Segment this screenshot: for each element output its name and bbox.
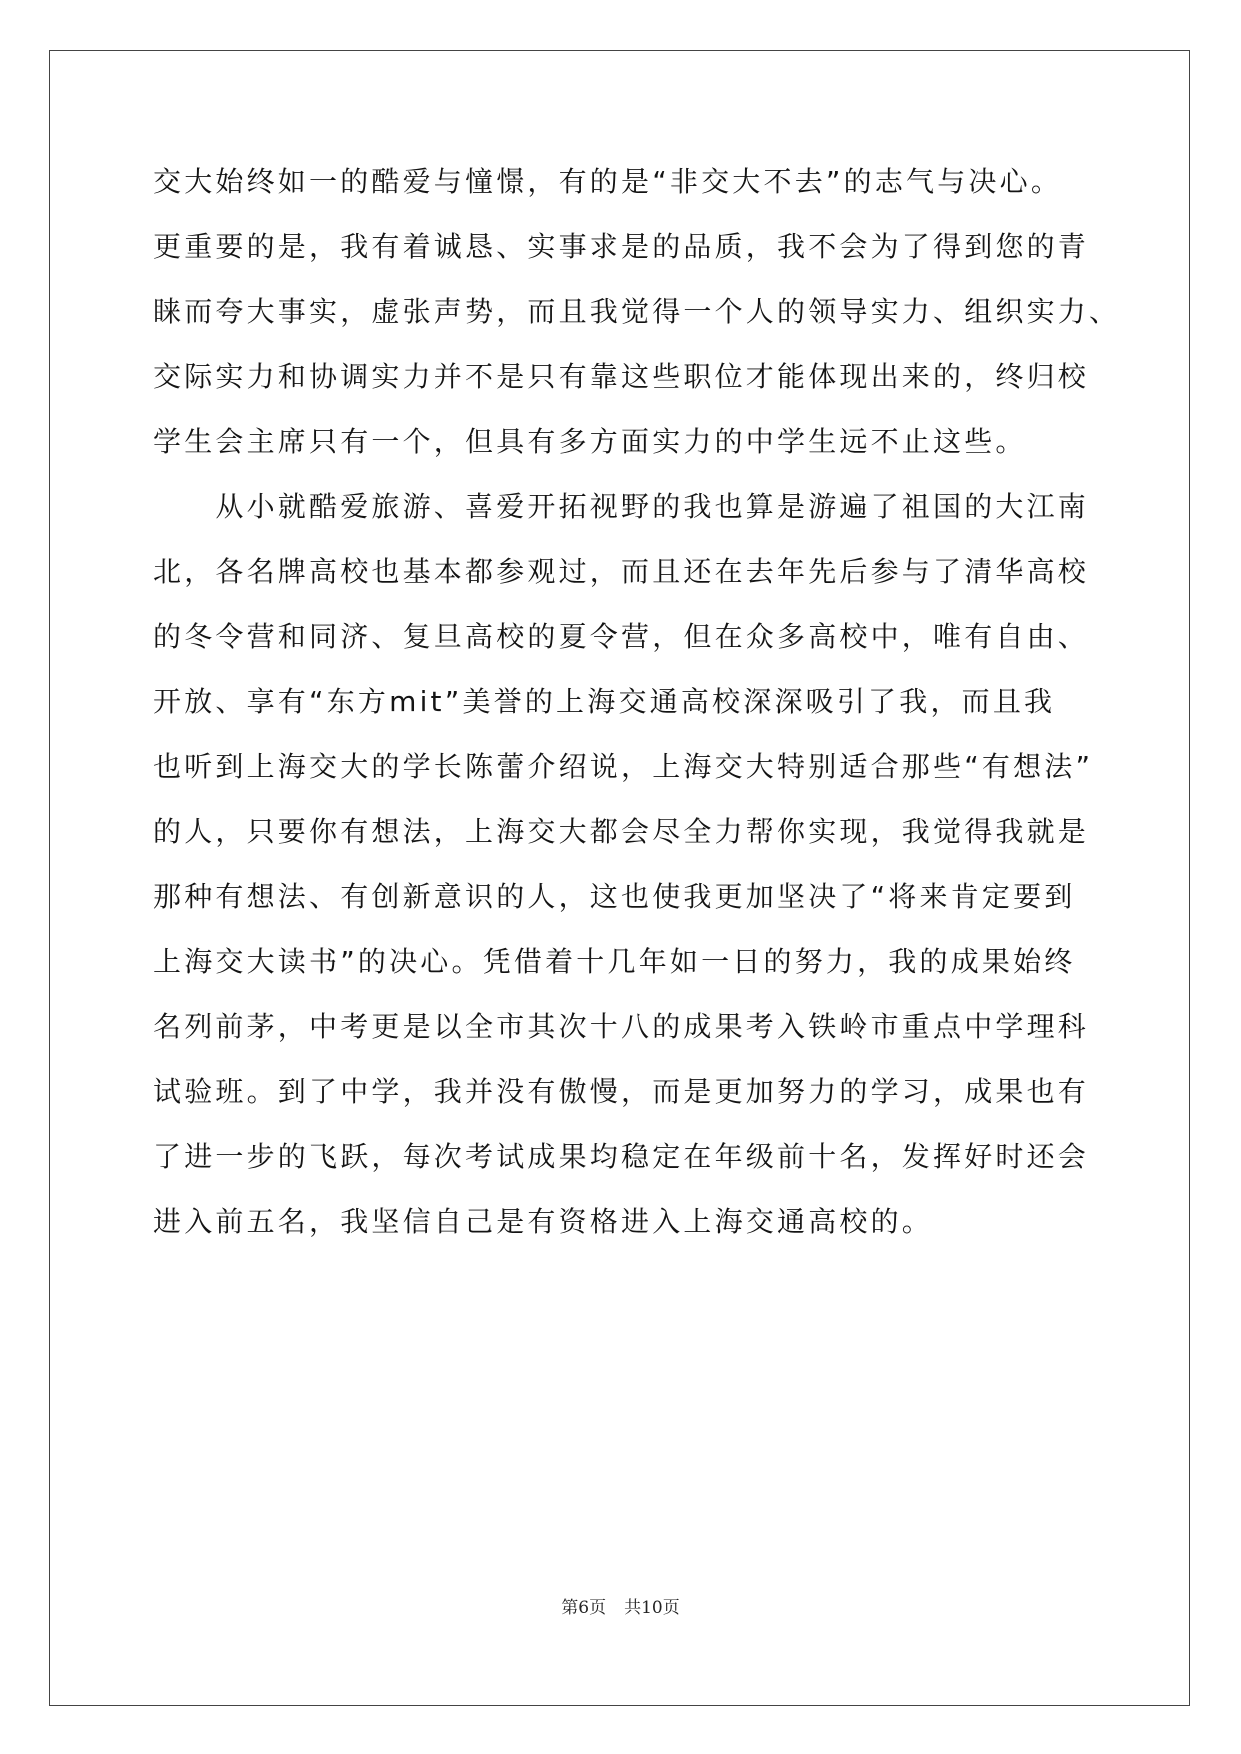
paragraph-line: 的冬令营和同济、复旦高校的夏令营，但在众多高校中，唯有自由、 [153,620,1090,653]
paragraph-line: 交大始终如一的酷爱与憧憬，有的是“非交大不去”的志气与决心。 [153,165,1063,198]
paragraph-line: 从小就酷爱旅游、喜爱开拓视野的我也算是游遍了祖国的大江南 [153,490,1090,523]
paragraph-line: 名列前茅，中考更是以全市其次十八的成果考入铁岭市重点中学理科 [153,1010,1090,1043]
paragraph-line: 更重要的是，我有着诚恳、实事求是的品质，我不会为了得到您的青 [153,230,1090,263]
paragraph-line: 睐而夸大事实，虚张声势，而且我觉得一个人的领导实力、组织实力、 [153,295,1121,328]
paragraph-line: 开放、享有“东方mit”美誉的上海交通高校深深吸引了我，而且我 [153,685,1056,718]
paragraph-line: 学生会主席只有一个，但具有多方面实力的中学生远不止这些。 [153,425,1027,458]
paragraph-line: 交际实力和协调实力并不是只有靠这些职位才能体现出来的，终归校 [153,360,1090,393]
paragraph-line: 的人，只要你有想法，上海交大都会尽全力帮你实现，我觉得我就是 [153,815,1090,848]
paragraph-line: 进入前五名，我坚信自己是有资格进入上海交通高校的。 [153,1205,934,1238]
paragraph-line: 上海交大读书”的决心。凭借着十几年如一日的努力，我的成果始终 [153,945,1076,978]
page-total: 共10页 [624,1598,680,1618]
paragraph-line: 也听到上海交大的学长陈蕾介绍说，上海交大特别适合那些“有想法” [153,750,1094,783]
paragraph-line: 北，各名牌高校也基本都参观过，而且还在去年先后参与了清华高校 [153,555,1090,588]
paragraph-line: 试验班。到了中学，我并没有傲慢，而是更加努力的学习，成果也有 [153,1075,1090,1108]
paragraph-line: 那种有想法、有创新意识的人，这也使我更加坚决了“将来肯定要到 [153,880,1076,913]
page-number: 第6页 [561,1598,607,1618]
page-footer [0,1593,1241,1618]
paragraph-line: 了进一步的飞跃，每次考试成果均稳定在年级前十名，发挥好时还会 [153,1140,1090,1173]
